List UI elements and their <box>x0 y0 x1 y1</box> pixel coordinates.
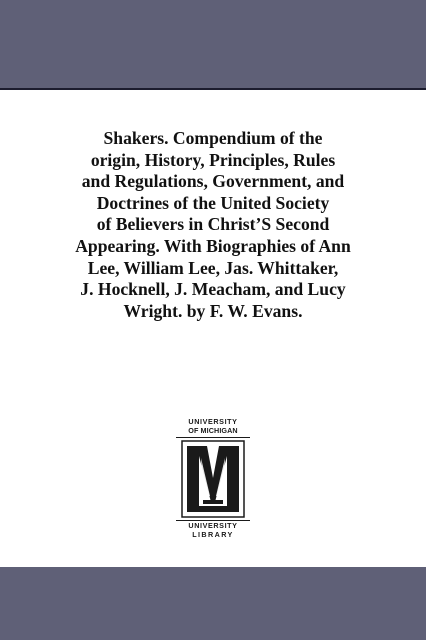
top-color-band <box>0 0 426 90</box>
title-line: J. Hocknell, J. Meacham, and Lucy <box>80 279 346 300</box>
title-line: Appearing. With Biographies of Ann <box>75 235 351 256</box>
book-title <box>40 128 386 322</box>
title-line: Wright. by F. W. Evans. <box>123 300 303 321</box>
top-band-edge <box>0 88 426 90</box>
bottom-color-band <box>0 567 426 640</box>
title-line: Shakers. Compendium of the <box>103 128 323 148</box>
logo-divider-top <box>176 437 250 438</box>
logo-top-text-university: UNIVERSITY <box>188 417 238 426</box>
title-line: origin, History, Principles, Rules <box>90 149 336 170</box>
title-line: Doctrines of the United Society <box>96 192 330 213</box>
logo-bottom-text-university: UNIVERSITY <box>188 521 238 530</box>
title-line: Lee, William Lee, Jas. Whittaker, <box>87 257 339 278</box>
university-library-logo <box>174 418 252 542</box>
logo-bottom-text-library: LIBRARY <box>192 530 234 539</box>
logo-top-text-of-michigan: OF MICHIGAN <box>188 426 238 435</box>
title-line: and Regulations, Government, and <box>81 171 345 192</box>
block-m-icon <box>181 440 245 518</box>
title-line: of Believers in Christ’S Second <box>96 214 330 235</box>
